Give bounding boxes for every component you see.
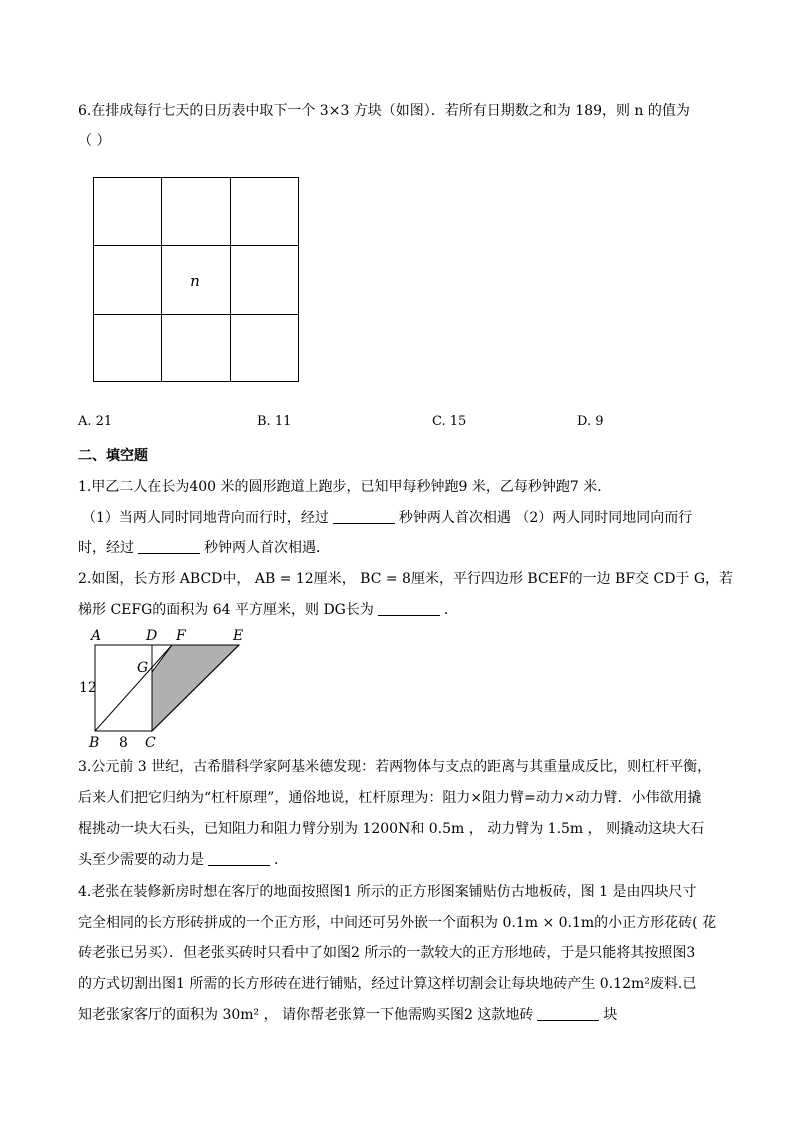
label-f: F: [176, 628, 186, 644]
q3-line4-part1: 头至少需要的动力是: [78, 852, 204, 868]
q1-line2-part2: 秒钟两人首次相遇 （2）两人同时同地同向而行: [398, 510, 693, 526]
label-a: A: [91, 628, 102, 644]
q6-option-b: B. 11: [257, 414, 292, 429]
calendar-grid-figure: [93, 177, 300, 383]
label-e: E: [233, 628, 244, 644]
q6-stem-line1: 6.在排成每行七天的日历表中取下一个 3×3 方块（如图）．若所有日期数之和为 189，则 n 的值为: [78, 103, 690, 119]
q6-option-d: D. 9: [577, 414, 604, 429]
q4-line5-part2: 块: [603, 1007, 618, 1023]
q3-line4-part2: ．: [274, 852, 288, 868]
q3-blank[interactable]: [208, 851, 270, 866]
q2-line2: [78, 600, 458, 620]
q3-line4: [78, 850, 288, 870]
q3-line3: 棍挑动一块大石头，已知阻力和阻力臂分别为 1200N和 0.5m ， 动力臂为 1.5m ， 则撬动这块大石: [78, 821, 705, 837]
q2-stem: 2.如图，长方形 ABCD中， AB = 12厘米， BC = 8厘米，平行四边形 BCEF的一边 BF交 CD于 G，若: [78, 571, 734, 587]
rectangle-parallelogram-figure: [79, 626, 262, 751]
label-side-bc: 8: [119, 735, 128, 751]
q6-option-c: C. 15: [432, 414, 467, 429]
q1-line2: [82, 508, 692, 528]
q2-blank[interactable]: [378, 601, 440, 616]
q3-line1: 3.公元前 3 世纪，古希腊科学家阿基米德发现：若两物体与支点的距离与其重量成反比，则杠杆平衡，: [78, 759, 712, 775]
label-side-ab: 12: [79, 680, 97, 696]
rectangle-abcd: [95, 645, 152, 731]
label-g: G: [137, 660, 149, 676]
q1-blank-2[interactable]: [138, 539, 200, 554]
q4-blank[interactable]: [537, 1006, 599, 1021]
grid-center-label: n: [190, 272, 200, 290]
q4-line2: 完全相同的长方形砖拼成的一个正方形，中间还可另外嵌一个面积为 0.1m × 0.1m的小正方形花砖( 花: [78, 915, 717, 931]
q4-line5: [78, 1005, 617, 1025]
section-title: 二、填空题: [78, 448, 148, 464]
q1-blank-1[interactable]: [333, 509, 395, 524]
label-c: C: [145, 735, 156, 751]
q2-line2-part2: ．: [443, 602, 458, 618]
q3-line2: 后来人们把它归纳为“杠杆原理”，通俗地说，杠杆原理为：阻力×阻力臂=动力×动力臂．小伟欲用撬: [78, 790, 702, 806]
q2-line2-part1: 梯形 CEFG的面积为 64 平方厘米，则 DG长为: [78, 602, 374, 618]
q6-answer-paren: （ ）: [78, 133, 111, 149]
q6-option-a: A. 21: [78, 414, 113, 429]
q1-line3-part1: 时，经过: [78, 540, 134, 556]
q1-line3-part2: 秒钟两人首次相遇．: [204, 540, 330, 556]
q4-line5-part1: 知老张家客厅的面积为 30m² ， 请你帮老张算一下他需购买图2 这款地砖: [78, 1007, 534, 1023]
q4-line1: 4.老张在装修新房时想在客厅的地面按照图1 所示的正方形图案铺贴仿古地板砖，图 1 是由四块尺寸: [78, 884, 697, 900]
q4-line4: 的方式切割出图1 所需的长方形砖在进行铺贴，经过计算这样切割会让每块地砖产生 0.12m²废料.已: [78, 976, 697, 992]
q1-stem: 1.甲乙二人在长为400 米的圆形跑道上跑步，已知甲每秒钟跑9 米，乙每秒钟跑7 米．: [78, 479, 612, 495]
q1-line3: [78, 538, 330, 558]
q4-line3: 砖老张已另买）．但老张买砖时只看中了如图2 所示的一款较大的正方形地砖，于是只能将其按照图3: [78, 945, 696, 961]
label-b: B: [89, 735, 100, 751]
label-d: D: [146, 628, 158, 644]
q1-line2-part1: （1）当两人同时同地背向而行时，经过: [82, 510, 329, 526]
